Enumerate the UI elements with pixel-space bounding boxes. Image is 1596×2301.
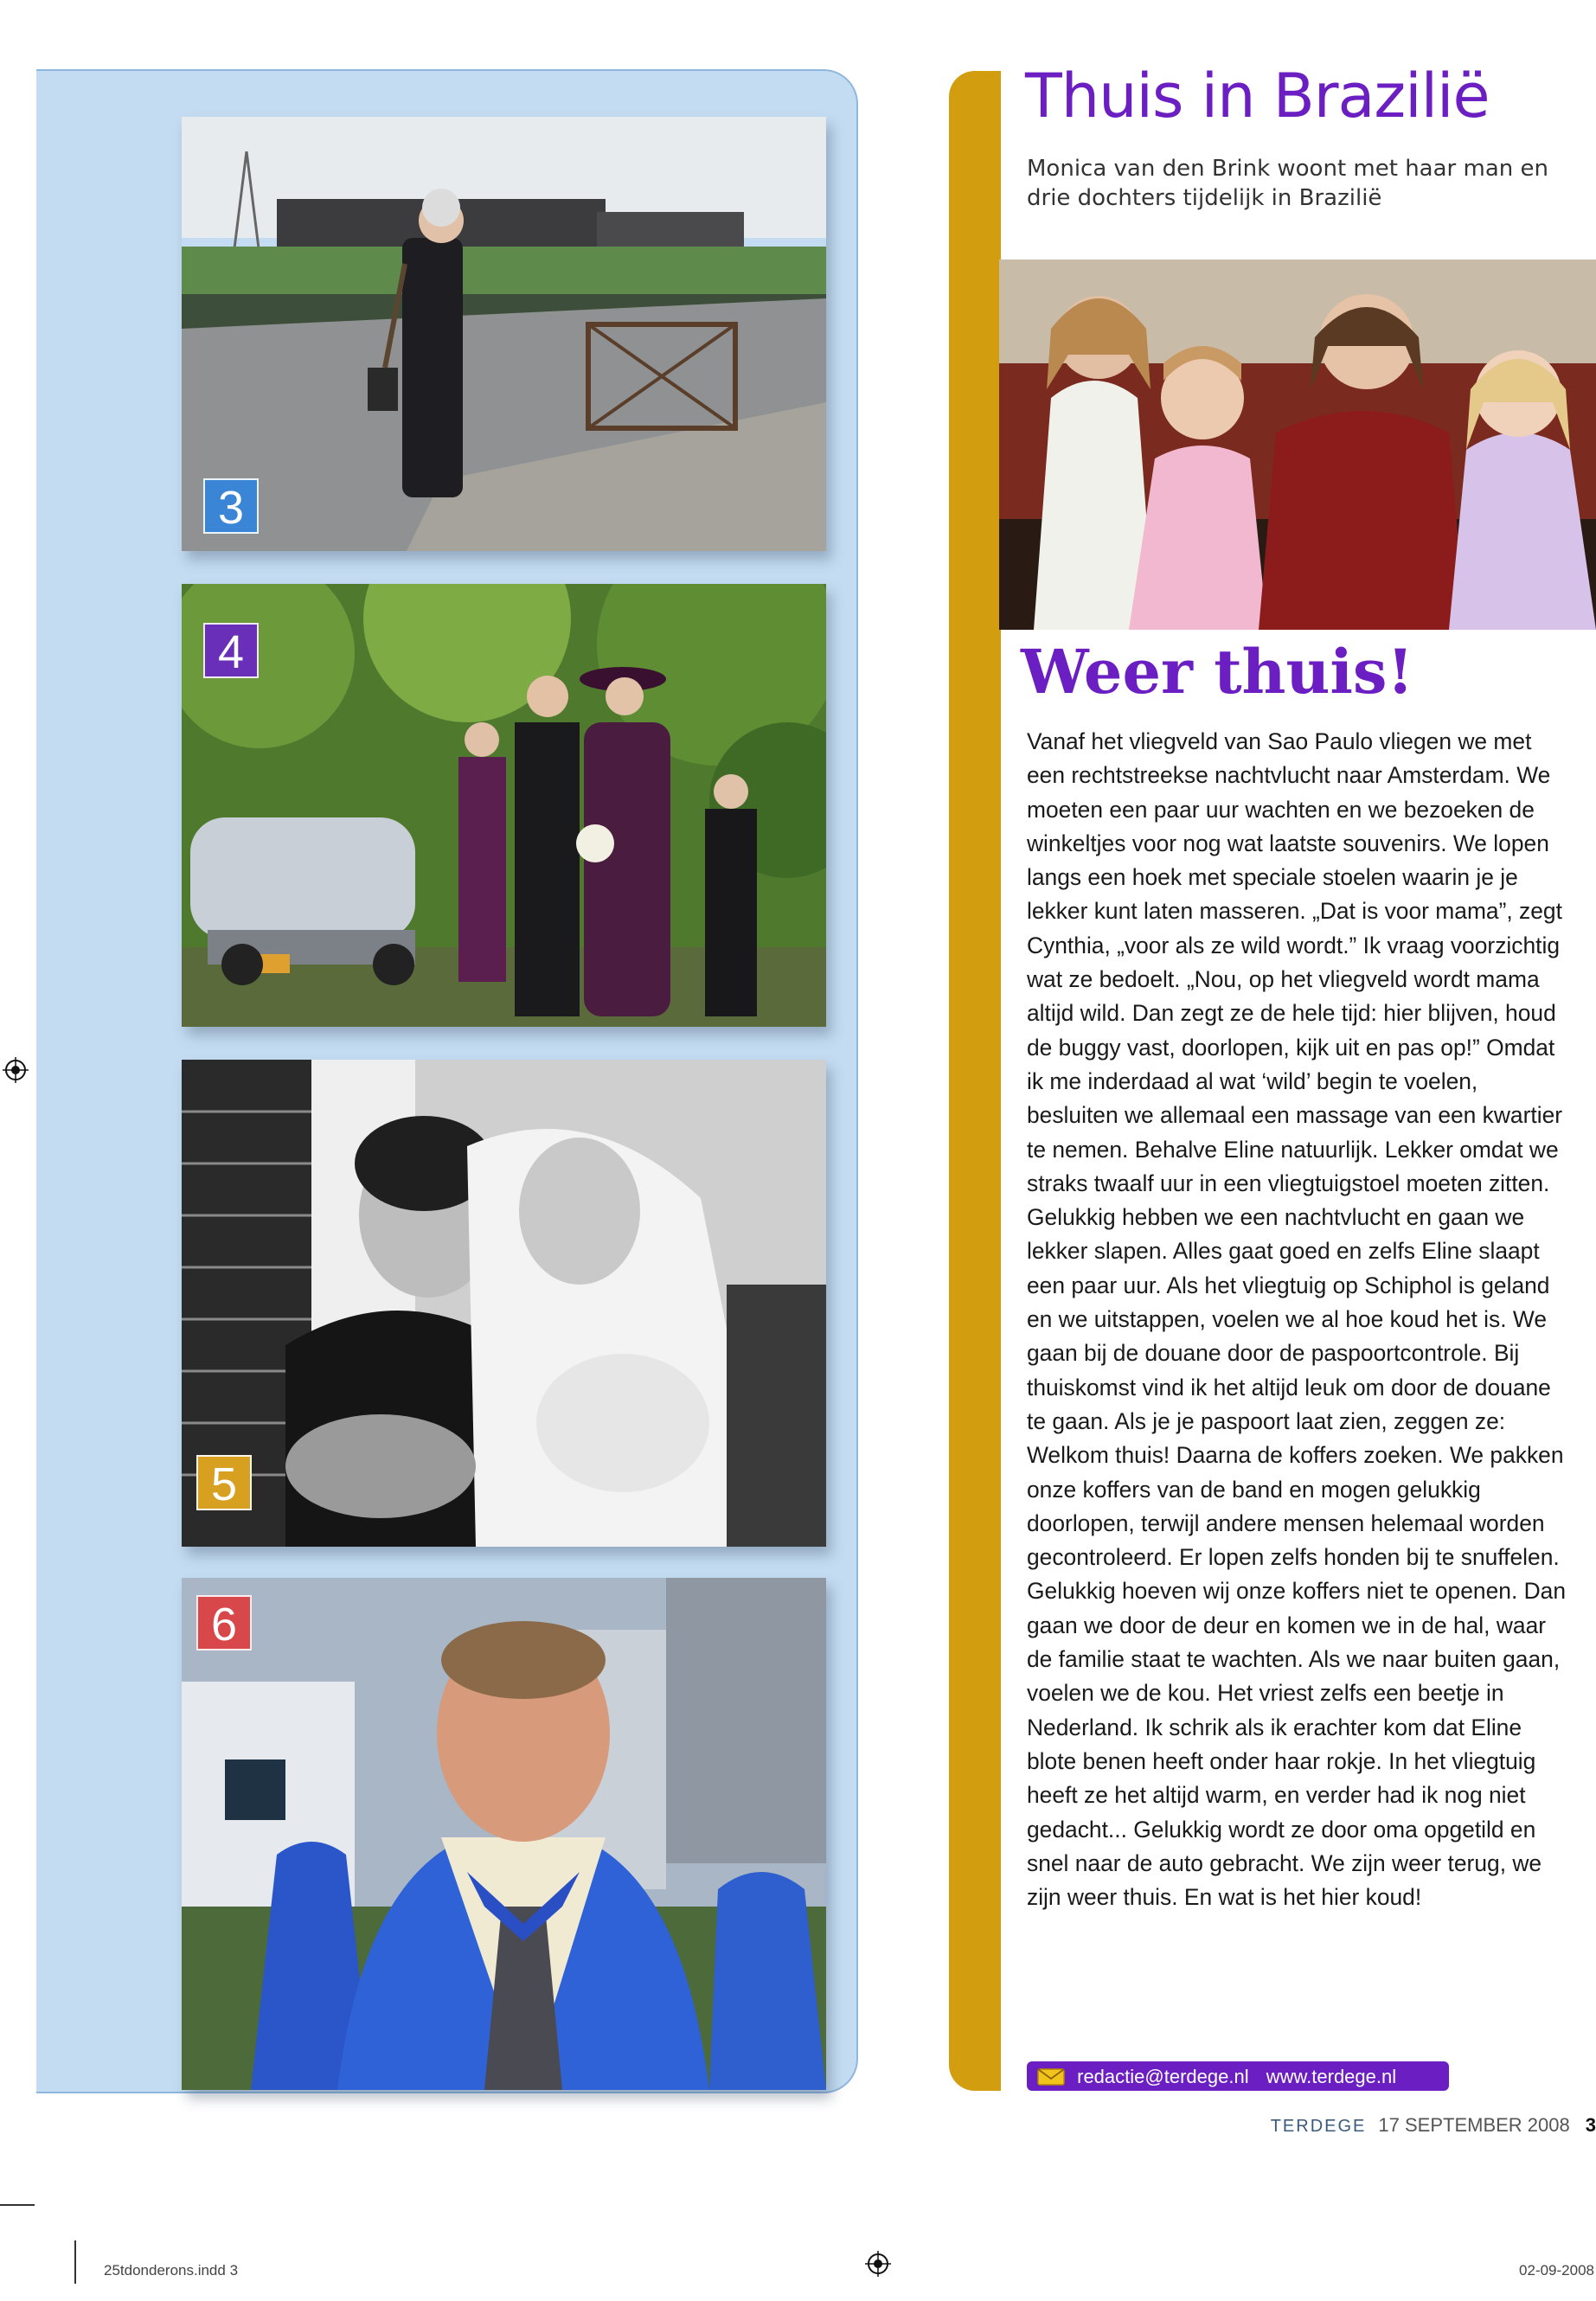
family-photo-image — [999, 260, 1596, 630]
article-body: Vanaf het vliegveld van Sao Paulo vliegen we met een rechtstreekse nachtvlucht naar Amsterdam. We moeten een paar uur wachten en we bezoeken de winkeltjes voor nog wat laatste souvenirs. We lopen langs een hoek met speciale stoelen waarin je je lekker kunt laten masseren. „Dat is voor mama”, zegt Cynthia, „voor als ze wild wordt.” Ik vraag voorzichtig wat ze bedoelt. „Nou, op het vliegveld wordt mama altijd wild. Dan zegt ze de hele tijd: hier blijven, houd de buggy vast, doorlopen, kijk uit en pas op!” Omdat ik me inderdaad al wat ‘wild’ begin te voelen, besluiten we allemaal een massage van een kwartier te nemen. Behalve Eline natuurlijk. Lekker omdat we straks twaalf uur in een vliegtuigstoel moeten zitten. Gelukkig hebben we een nachtvlucht en gaan we lekker slapen. Alles gaat goed en zelfs Eline slaapt een paar uur. Als het vliegtuig op Schiphol is geland en we uitstappen, voelen we al hoe koud het is. We gaan bij de douane door de paspoortcontrole. Bij thuiskomst vind ik het altijd leuk om door de douane te gaan. Als je je paspoort laat zien, zeggen ze: Welkom thuis! Daarna de koffers zoeken. We pakken onze koffers van de band en mogen gelukkig doorlopen, terwijl andere mensen helemaal worden gecontroleerd. Er lopen zelfs honden bij te snuffelen. Gelukkig hoeven wij onze koffers niet te openen. Dan gaan we door de deur en komen we in de hal, waar de familie staat te wachten. Als we naar buiten gaan, voelen we de kou. Het vriest zelfs een beetje in Nederland. Ik schrik als ik erachter kom dat Eline blote benen heeft onder haar rokje. In het vliegtuig heeft ze het altijd warm, en verder had ik nog niet gedacht... Gelukkig wordt ze door oma opgetild en snel naar de auto gebracht. We zijn weer terug, we zijn weer thuis. En wat is het hier koud! — [1027, 728, 1567, 1911]
photo-man-in-blue-gown-image — [182, 1578, 826, 2090]
column-title: Thuis in Brazilië — [1025, 61, 1490, 131]
magazine-name: TERDEGE — [1270, 2117, 1367, 2136]
photo-wedding-car — [182, 584, 826, 1027]
photo-man-in-blue-gown — [182, 1578, 826, 2090]
column-subtitle: Monica van den Brink woont met haar man en drie dochters tijdelijk in Brazilië — [1027, 156, 1548, 211]
photo-number-5: 5 — [210, 1458, 238, 1510]
photo-wedding-car-image — [182, 584, 826, 1027]
article-heading: Weer thuis! — [1021, 636, 1414, 708]
photo-man-with-shovel-image — [182, 117, 826, 551]
contact-website-link[interactable]: www.terdege.nl — [1266, 2066, 1397, 2088]
crop-mark — [0, 2204, 35, 2206]
family-photo — [999, 260, 1596, 630]
print-file-name: 25tdonderons.indd 3 — [104, 2262, 239, 2279]
crop-mark — [74, 2240, 76, 2284]
registration-mark-icon — [865, 2251, 891, 2277]
gold-accent-bar — [949, 71, 1001, 2091]
page-footer — [1271, 2114, 1596, 2137]
photo-man-with-shovel — [182, 117, 826, 551]
photo-black-white-wedding-image — [182, 1060, 826, 1547]
photo-number-badge — [203, 623, 259, 678]
photo-number-badge — [203, 478, 259, 534]
photo-number-badge — [196, 1595, 252, 1650]
photo-black-white-wedding — [182, 1060, 826, 1547]
photo-number-badge — [196, 1455, 252, 1510]
print-date: 02-09-2008 — [1519, 2262, 1594, 2279]
issue-date: 17 SEPTEMBER 2008 — [1378, 2114, 1570, 2136]
envelope-icon — [1037, 2068, 1065, 2086]
photo-number-3: 3 — [217, 482, 245, 534]
contact-bar — [1027, 2061, 1449, 2091]
registration-mark-icon — [3, 1057, 29, 1083]
contact-email-link[interactable]: redactie@terdege.nl — [1077, 2066, 1249, 2088]
photo-number-4: 4 — [217, 626, 245, 678]
page-number: 3 — [1585, 2114, 1596, 2136]
photo-number-6: 6 — [210, 1599, 238, 1650]
